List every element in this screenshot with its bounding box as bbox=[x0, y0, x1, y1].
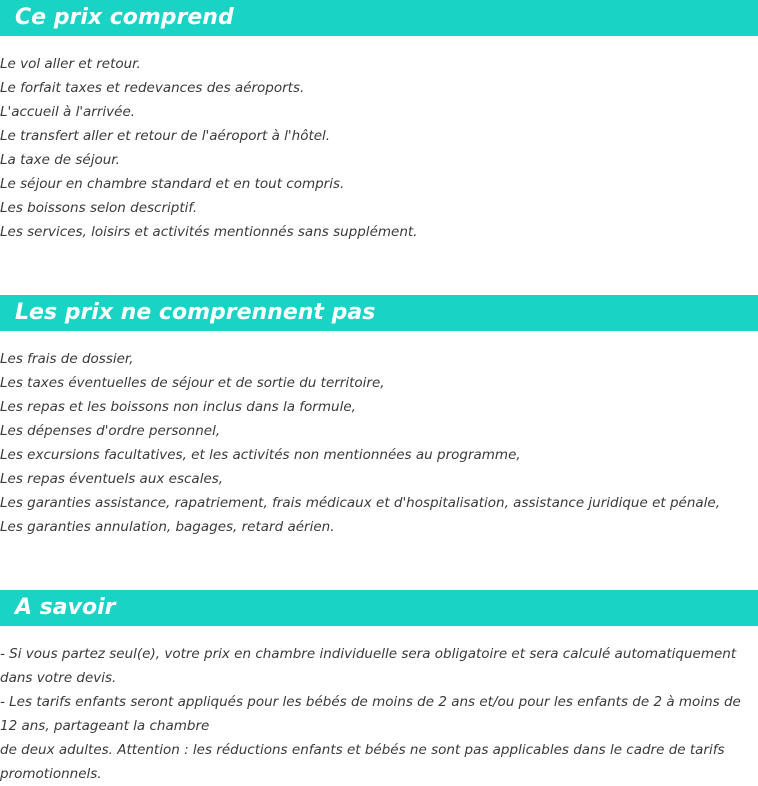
info-paragraph: - Les tarifs enfants seront appliqués pour les bébés de moins de 2 ans et/ou pour les enfants de 2 à moins de 12 ans, partageant la chambre bbox=[0, 694, 741, 734]
list-item: La taxe de séjour. bbox=[0, 152, 120, 168]
list-item: L'accueil à l'arrivée. bbox=[0, 104, 136, 120]
info-text bbox=[0, 626, 758, 786]
section-title-included: Ce prix comprend bbox=[0, 0, 758, 36]
list-item: Les dépenses d'ordre personnel, bbox=[0, 423, 221, 439]
not-included-list bbox=[0, 331, 758, 539]
list-item: Les garanties annulation, bagages, retard aérien. bbox=[0, 519, 335, 535]
list-item: Les taxes éventuelles de séjour et de sortie du territoire, bbox=[0, 375, 385, 391]
list-item: Les excursions facultatives, et les activités non mentionnées au programme, bbox=[0, 447, 521, 463]
list-item: Les services, loisirs et activités mentionnés sans supplément. bbox=[0, 224, 418, 240]
section-title-to-know: A savoir bbox=[0, 590, 758, 626]
list-item: Les garanties assistance, rapatriement, frais médicaux et d'hospitalisation, assistance juridique et pénale, bbox=[0, 495, 721, 511]
list-item: Les frais de dossier, bbox=[0, 351, 134, 367]
section-not-included bbox=[0, 295, 758, 539]
list-item: Le transfert aller et retour de l'aéroport à l'hôtel. bbox=[0, 128, 331, 144]
list-item: Le vol aller et retour. bbox=[0, 56, 141, 72]
included-list bbox=[0, 36, 758, 244]
list-item: Le forfait taxes et redevances des aéroports. bbox=[0, 80, 305, 96]
section-included bbox=[0, 0, 758, 244]
info-paragraph: de deux adultes. Attention : les réductions enfants et bébés ne sont pas applicables dans le cadre de tarifs promotionnels. bbox=[0, 742, 725, 782]
section-to-know bbox=[0, 590, 758, 786]
section-title-not-included: Les prix ne comprennent pas bbox=[0, 295, 758, 331]
list-item: Les repas éventuels aux escales, bbox=[0, 471, 224, 487]
list-item: Les repas et les boissons non inclus dans la formule, bbox=[0, 399, 356, 415]
list-item: Le séjour en chambre standard et en tout compris. bbox=[0, 176, 345, 192]
info-paragraph: - Si vous partez seul(e), votre prix en chambre individuelle sera obligatoire et sera calculé automatiquement dans votre devis. bbox=[0, 646, 737, 686]
list-item: Les boissons selon descriptif. bbox=[0, 200, 198, 216]
